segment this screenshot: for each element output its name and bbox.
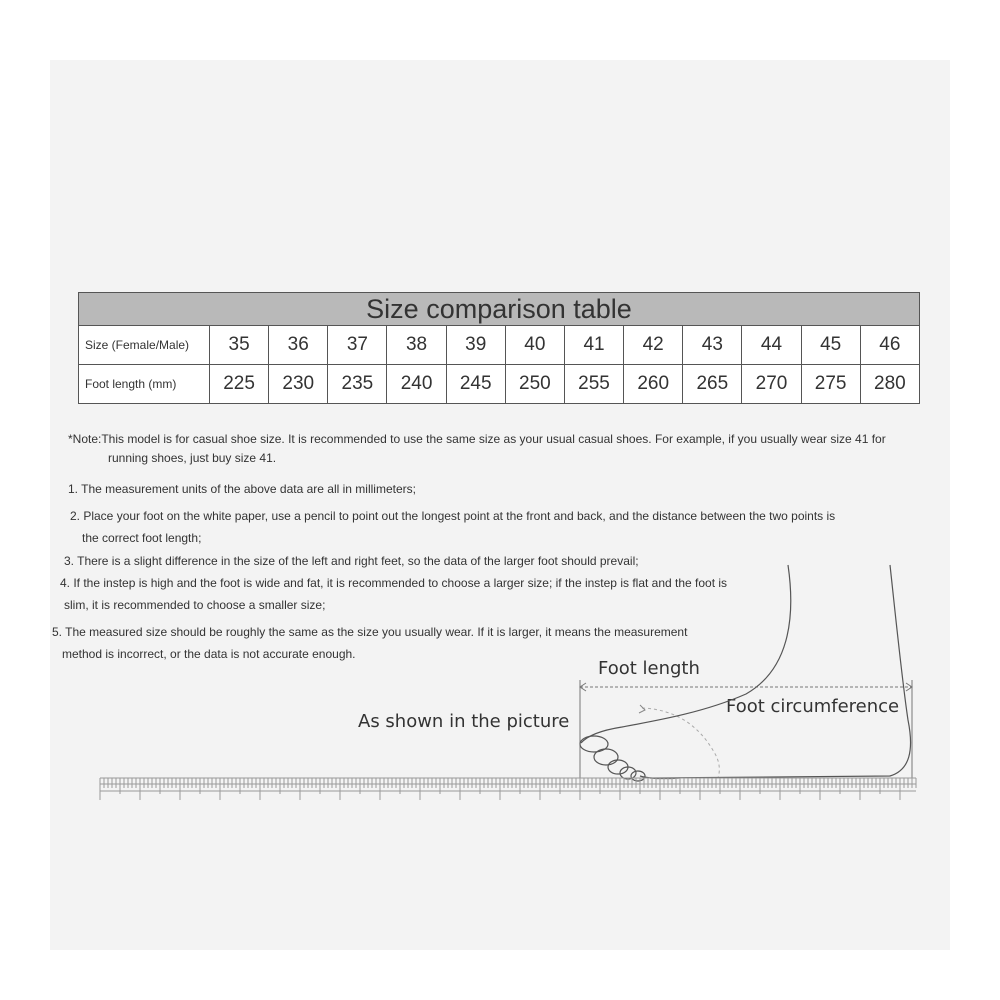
table-cell: 240: [387, 365, 446, 404]
table-cell: 275: [801, 365, 860, 404]
row-label-size: Size (Female/Male): [79, 326, 210, 365]
tip-1-text: 1. The measurement units of the above data are all in millimeters;: [68, 482, 416, 496]
tip-2-text: 2. Place your foot on the white paper, use a pencil to point out the longest point at the front and back, and the distance between the two points is: [70, 509, 836, 523]
diagram-caption: As shown in the picture: [358, 711, 570, 732]
table-cell: 255: [564, 365, 623, 404]
table-cell: 46: [860, 326, 919, 365]
foot-length-dimension: [580, 680, 912, 778]
foot-circumference-label: Foot circumference: [726, 696, 900, 717]
table-cell: 45: [801, 326, 860, 365]
tip-4-text: 4. If the instep is high and the foot is wide and fat, it is recommended to choose a larger size; if the instep is flat and the foot is: [60, 576, 728, 590]
note-line-1: *Note:This model is for casual shoe size. It is recommended to use the same size as your usual casual shoes. For example, if you usually wear size 41 for: [68, 432, 886, 446]
row-label-foot-length: Foot length (mm): [79, 365, 210, 404]
foot-outline: [580, 565, 911, 781]
table-cell: 260: [624, 365, 683, 404]
tip-5-continuation: method is incorrect, or the data is not accurate enough.: [62, 647, 356, 661]
table-cell: 280: [860, 365, 919, 404]
table-cell: 225: [210, 365, 269, 404]
tip-4-continuation: slim, it is recommended to choose a smaller size;: [64, 598, 326, 612]
table-cell: 265: [683, 365, 742, 404]
foot-measurement-diagram: [50, 60, 950, 950]
table-cell: 35: [210, 326, 269, 365]
table-cell: 41: [564, 326, 623, 365]
note-line-2: running shoes, just buy size 41.: [108, 451, 277, 465]
table-cell: 36: [269, 326, 328, 365]
circumference-arc: [642, 708, 719, 778]
table-cell: 39: [446, 326, 505, 365]
tip-5-text: 5. The measured size should be roughly the same as the size you usually wear. If it is larger, it means the measurement: [52, 625, 688, 639]
table-cell: 44: [742, 326, 801, 365]
foot-length-label: Foot length: [598, 658, 700, 679]
table-cell: 40: [505, 326, 564, 365]
table-cell: 42: [624, 326, 683, 365]
table-cell: 270: [742, 365, 801, 404]
table-title: Size comparison table: [79, 293, 920, 326]
table-cell: 230: [269, 365, 328, 404]
ruler: [100, 778, 916, 800]
tip-3-text: 3. There is a slight difference in the size of the left and right feet, so the data of the larger foot should prevail;: [64, 554, 639, 568]
table-cell: 37: [328, 326, 387, 365]
table-cell: 245: [446, 365, 505, 404]
table-cell: 43: [683, 326, 742, 365]
content-panel: [50, 60, 950, 950]
tip-2-continuation: the correct foot length;: [82, 531, 202, 545]
table-cell: 38: [387, 326, 446, 365]
table-cell: 250: [505, 365, 564, 404]
table-cell: 235: [328, 365, 387, 404]
